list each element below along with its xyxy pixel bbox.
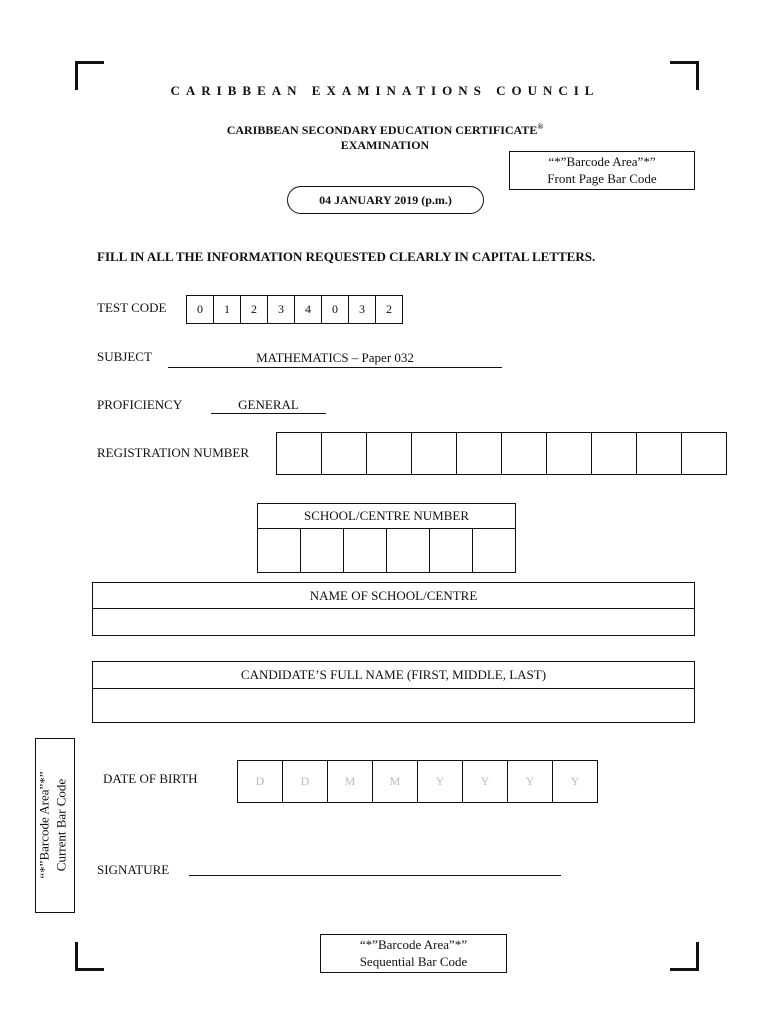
test-code-digit: 3 bbox=[267, 295, 295, 324]
school-number-box[interactable] bbox=[387, 529, 430, 572]
certificate-line2: EXAMINATION bbox=[340, 138, 430, 152]
barcode-area-caption: Current Bar Code bbox=[53, 778, 69, 872]
dob-year-box[interactable]: Y bbox=[507, 760, 553, 803]
registration-box[interactable] bbox=[546, 432, 592, 475]
barcode-area-label: “*”Barcode Area”*” bbox=[548, 154, 656, 169]
signature-label: SIGNATURE bbox=[97, 862, 170, 877]
proficiency-label: PROFICIENCY bbox=[97, 397, 183, 412]
instruction-text: FILL IN ALL THE INFORMATION REQUESTED CLEARLY IN CAPITAL LETTERS. bbox=[97, 249, 596, 264]
proficiency-value: GENERAL bbox=[211, 397, 326, 414]
dob-day-box[interactable]: D bbox=[282, 760, 328, 803]
test-code-digit: 2 bbox=[375, 295, 403, 324]
date-of-birth-boxes[interactable] bbox=[238, 760, 598, 803]
test-code-digit: 4 bbox=[294, 295, 322, 324]
test-code-digit: 0 bbox=[321, 295, 349, 324]
dob-year-box[interactable]: Y bbox=[462, 760, 508, 803]
test-code-digit: 0 bbox=[186, 295, 214, 324]
dob-day-box[interactable]: D bbox=[237, 760, 283, 803]
school-name-input[interactable] bbox=[93, 609, 694, 635]
registration-box[interactable] bbox=[276, 432, 322, 475]
sequential-barcode-area bbox=[320, 934, 507, 973]
candidate-name-input[interactable] bbox=[93, 689, 694, 722]
test-code-digit: 1 bbox=[213, 295, 241, 324]
barcode-area-caption: Front Page Bar Code bbox=[547, 171, 657, 186]
registration-box[interactable] bbox=[681, 432, 727, 475]
candidate-name-label: CANDIDATE’S FULL NAME (FIRST, MIDDLE, LAST) bbox=[93, 662, 694, 689]
registration-box[interactable] bbox=[366, 432, 412, 475]
registration-box[interactable] bbox=[636, 432, 682, 475]
test-code-digit: 3 bbox=[348, 295, 376, 324]
barcode-area-label: “*”Barcode Area”*” bbox=[36, 771, 52, 879]
test-code-label: TEST CODE bbox=[97, 300, 167, 315]
school-centre-number-boxes[interactable] bbox=[258, 529, 515, 572]
candidate-name-table bbox=[92, 661, 695, 723]
council-title: CARIBBEAN EXAMINATIONS COUNCIL bbox=[170, 83, 600, 98]
school-name-table bbox=[92, 582, 695, 636]
registration-box[interactable] bbox=[501, 432, 547, 475]
corner-mark-bottom-right bbox=[670, 942, 699, 971]
registration-number-label: REGISTRATION NUMBER bbox=[97, 445, 250, 460]
school-name-label: NAME OF SCHOOL/CENTRE bbox=[93, 583, 694, 609]
school-number-box[interactable] bbox=[430, 529, 473, 572]
registration-box[interactable] bbox=[456, 432, 502, 475]
barcode-area-label: “*”Barcode Area”*” bbox=[359, 937, 468, 952]
school-number-box[interactable] bbox=[301, 529, 344, 572]
registration-box[interactable] bbox=[591, 432, 637, 475]
front-page-barcode-area bbox=[509, 151, 695, 190]
dob-year-box[interactable]: Y bbox=[417, 760, 463, 803]
test-code-digit: 2 bbox=[240, 295, 268, 324]
registration-box[interactable] bbox=[411, 432, 457, 475]
current-barcode-area bbox=[35, 738, 75, 913]
school-number-box[interactable] bbox=[344, 529, 387, 572]
school-number-box[interactable] bbox=[258, 529, 301, 572]
dob-month-box[interactable]: M bbox=[372, 760, 418, 803]
signature-line[interactable] bbox=[189, 875, 561, 876]
test-code-boxes bbox=[187, 295, 403, 324]
registration-box[interactable] bbox=[321, 432, 367, 475]
dob-month-box[interactable]: M bbox=[327, 760, 373, 803]
exam-date: 04 JANUARY 2019 (p.m.) bbox=[287, 186, 484, 214]
subject-label: SUBJECT bbox=[97, 349, 152, 364]
school-number-box[interactable] bbox=[473, 529, 515, 572]
corner-mark-bottom-left bbox=[75, 942, 104, 971]
date-of-birth-label: DATE OF BIRTH bbox=[103, 771, 198, 786]
school-centre-number-label: SCHOOL/CENTRE NUMBER bbox=[258, 504, 515, 529]
dob-year-box[interactable]: Y bbox=[552, 760, 598, 803]
barcode-area-caption: Sequential Bar Code bbox=[359, 954, 468, 969]
registered-mark: ® bbox=[537, 122, 544, 131]
certificate-line1: CARIBBEAN SECONDARY EDUCATION CERTIFICATE bbox=[226, 123, 538, 137]
school-centre-number-table bbox=[257, 503, 516, 573]
registration-number-boxes[interactable] bbox=[277, 432, 727, 475]
subject-value: MATHEMATICS – Paper 032 bbox=[168, 350, 502, 368]
certificate-title bbox=[160, 119, 610, 153]
